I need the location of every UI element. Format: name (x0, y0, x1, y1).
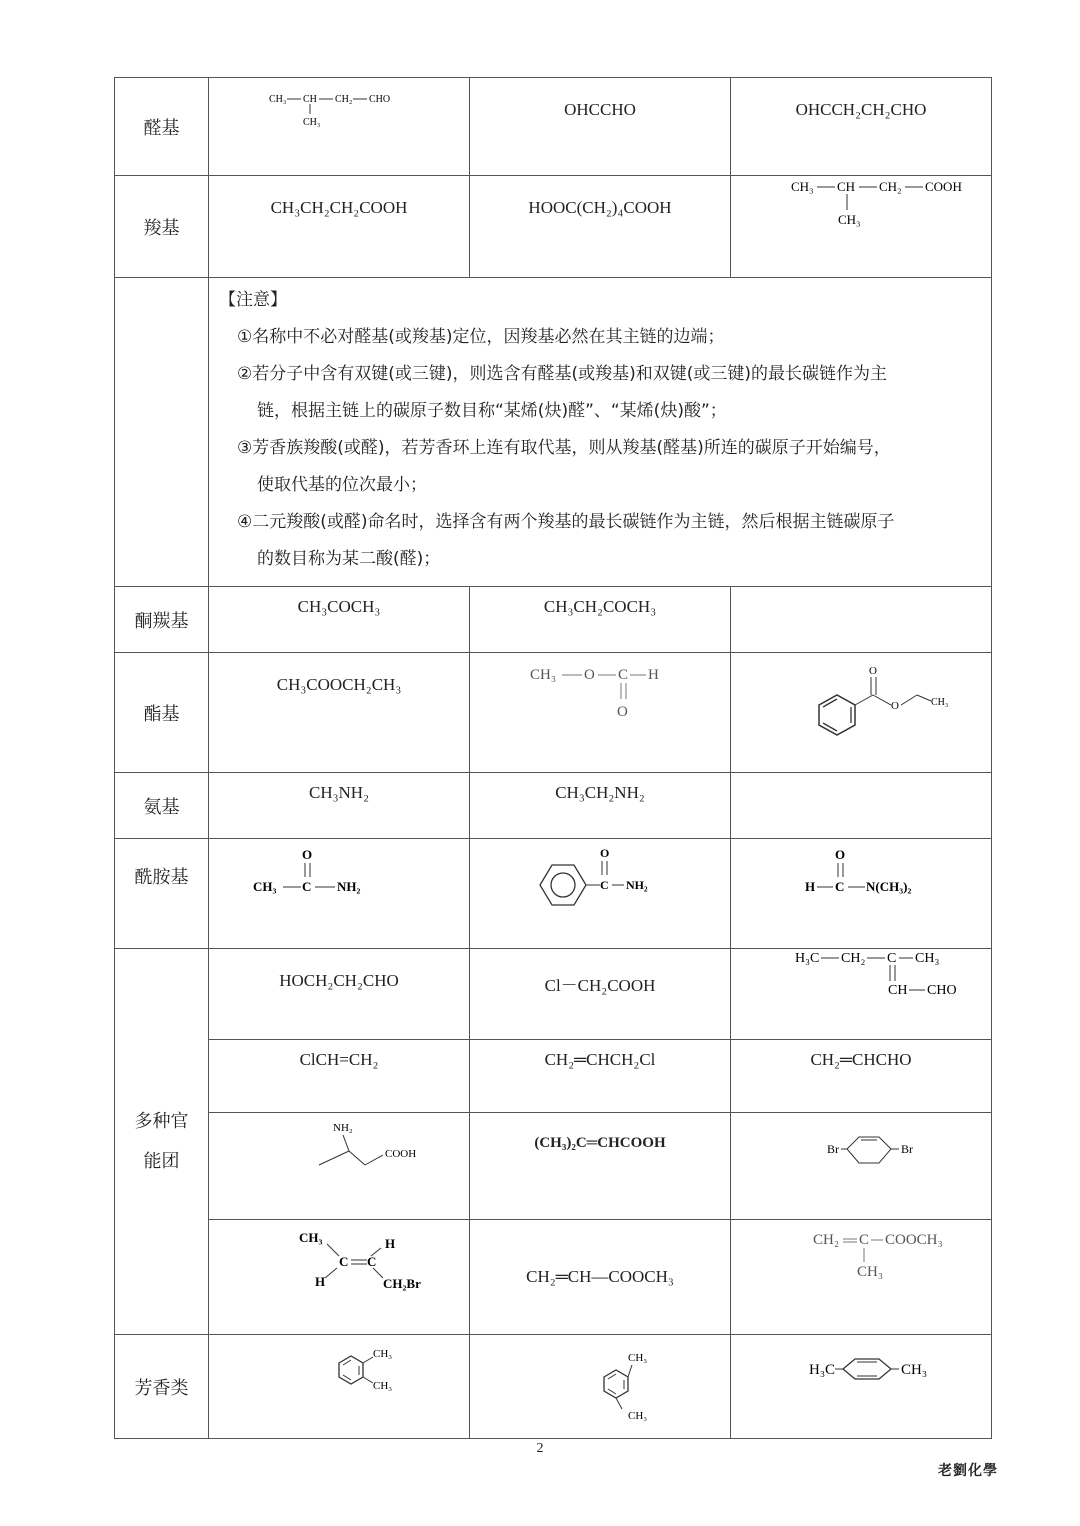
note-item: ③芳香族羧酸(或醛)，若芳香环上连有取代基，则从羧基(醛基)所连的碳原子开始编号， 使取代基的位次最小； (237, 438, 891, 495)
structure-cell (470, 839, 731, 949)
row-label: 酯基 (115, 653, 209, 773)
svg-text:H₃C: H₃C (809, 1362, 836, 1378)
structure-cell (731, 1335, 992, 1439)
structure-p-xylene (761, 1341, 961, 1411)
structure-methyl-methacrylate (751, 1228, 971, 1298)
structure-o-xylene (239, 1339, 439, 1409)
svg-text:CH₃: CH₃ (299, 1230, 323, 1245)
svg-text:CH: CH (303, 94, 317, 105)
structure-cell (731, 653, 992, 773)
structure-cell (209, 1220, 470, 1335)
row-label: 酮羰基 (115, 587, 209, 653)
svg-text:NH₂: NH₂ (333, 1122, 353, 1134)
formula-cell: (CH₃)₂C═CHCOOH (470, 1113, 731, 1220)
row-amino (115, 773, 992, 839)
row-aromatic (115, 1335, 992, 1439)
svg-text:CH₂Br: CH₂Br (383, 1276, 421, 1291)
svg-text:C: C (367, 1254, 377, 1269)
row-label: 多种官 能团 (115, 949, 209, 1335)
svg-text:O: O (617, 704, 628, 720)
structure-cell (209, 78, 470, 176)
svg-text:NH₂: NH₂ (626, 878, 648, 892)
formula-cell: OHCCHO (470, 78, 731, 176)
structure-ethyl-benzoate (771, 657, 951, 757)
svg-text:C: C (600, 878, 609, 892)
svg-text:H: H (315, 1274, 326, 1289)
functional-group-table (114, 77, 992, 1439)
structure-acetamide (239, 843, 439, 913)
svg-text:CH₂: CH₂ (879, 179, 902, 194)
row-label: 氨基 (115, 773, 209, 839)
note-item: ②若分子中含有双键(或三键)，则选含有醛基(或羧基)和双键(或三键)的最长碳链作为主 链，根据主链上的碳原子数目称“某烯(炔)醛”、“某烯(炔)酸”； (237, 364, 888, 421)
svg-text:C: C (618, 667, 629, 683)
svg-text:H: H (385, 1236, 396, 1251)
formula-cell: CH₃CH₂NH₂ (470, 773, 731, 839)
structure-cell (731, 949, 992, 1040)
svg-text:C: C (887, 951, 897, 966)
structure-dibromo-cyclohexene (761, 1117, 961, 1187)
svg-text:O: O (835, 847, 846, 862)
svg-text:COOH: COOH (385, 1148, 417, 1160)
svg-text:CH₃: CH₃ (269, 94, 287, 105)
svg-text:CH₃: CH₃ (915, 951, 940, 966)
formula-cell: CH₃COCH₃ (209, 587, 470, 653)
row-ketone (115, 587, 992, 653)
formula-cell: CH₂═CHCH₂Cl (470, 1040, 731, 1113)
svg-text:CHO: CHO (369, 94, 391, 105)
svg-text:CHO: CHO (927, 983, 957, 998)
row-label: 醛基 (115, 78, 209, 176)
structure-methylbutanoic-acid (751, 176, 971, 246)
formula-cell: Cl－CH₂COOH (470, 949, 731, 1040)
svg-text:CH₃: CH₃ (857, 1264, 884, 1280)
svg-text:COOH: COOH (925, 179, 962, 194)
formula-cell: CH₃COOCH₂CH₃ (209, 653, 470, 773)
svg-text:C: C (835, 879, 845, 894)
row-multi (115, 949, 992, 1040)
structure-benzamide (500, 841, 700, 911)
formula-cell: ClCH=CH₂ (209, 1040, 470, 1113)
structure-cell (731, 1220, 992, 1335)
row-carboxyl (115, 176, 992, 278)
structure-cell (731, 176, 992, 278)
svg-text:CH: CH (837, 179, 856, 194)
svg-text:H: H (648, 667, 659, 683)
formula-cell: CH₃CH₂CH₂COOH (209, 176, 470, 278)
formula-cell: CH₂═CHCHO (731, 1040, 992, 1113)
svg-text:CH₃: CH₃ (253, 879, 277, 894)
row-ester (115, 653, 992, 773)
row-amide (115, 839, 992, 949)
svg-text:CH₃: CH₃ (530, 667, 557, 683)
svg-text:C: C (302, 879, 312, 894)
svg-text:O: O (869, 665, 877, 677)
svg-text:N(CH₃)₂: N(CH₃)₂ (866, 879, 912, 894)
row-label: 芳香类 (115, 1335, 209, 1439)
svg-text:O: O (584, 667, 595, 683)
structure-cell (731, 839, 992, 949)
page-number: 2 (536, 1441, 544, 1456)
formula-cell: OHCCH₂CH₂CHO (731, 78, 992, 176)
svg-text:COOCH₃: COOCH₃ (885, 1232, 943, 1248)
svg-text:CH₃: CH₃ (303, 117, 321, 128)
structure-cell (209, 1113, 470, 1220)
structure-cell (470, 1335, 731, 1439)
structure-methylbutanal (239, 78, 439, 138)
svg-text:CH₂: CH₂ (841, 951, 866, 966)
row-note (115, 278, 992, 587)
svg-text:CH₂: CH₂ (813, 1232, 840, 1248)
note-item: ④二元羧酸(或醛)命名时，选择含有两个羧基的最长碳链作为主链，然后根据主链碳原子 的数目称为某二酸(醛)； (237, 512, 895, 569)
formula-cell: CH₃NH₂ (209, 773, 470, 839)
note-block (209, 278, 992, 587)
formula-cell: HOOC(CH₂)₄COOH (470, 176, 731, 278)
svg-text:CH₃: CH₃ (373, 1348, 393, 1360)
formula-cell: HOCH₂CH₂CHO (209, 949, 470, 1040)
svg-text:O: O (302, 847, 313, 862)
svg-text:CH₃: CH₃ (628, 1352, 648, 1364)
structure-aminobutanoic-acid (239, 1115, 439, 1185)
structure-methyl-formate (500, 661, 700, 741)
structure-dimethylformamide (761, 843, 961, 913)
row-multi (115, 1040, 992, 1113)
svg-text:CH: CH (888, 983, 908, 998)
svg-text:C: C (859, 1232, 870, 1248)
svg-text:Br: Br (827, 1142, 839, 1156)
svg-text:H: H (805, 879, 816, 894)
structure-cell (731, 1113, 992, 1220)
svg-text:CH₃: CH₃ (373, 1380, 393, 1392)
svg-text:C: C (339, 1254, 349, 1269)
row-aldehyde (115, 78, 992, 176)
svg-text:Br: Br (901, 1142, 913, 1156)
structure-cell (209, 1335, 470, 1439)
svg-text:CH₃: CH₃ (901, 1362, 928, 1378)
note-title: 【注意】 (219, 290, 287, 310)
structure-enal (751, 949, 971, 1009)
svg-text:CH₃: CH₃ (838, 212, 861, 227)
structure-cell (209, 839, 470, 949)
svg-text:CH₃: CH₃ (931, 697, 949, 708)
svg-text:CH₃: CH₃ (628, 1410, 648, 1422)
svg-text:H₃C: H₃C (795, 951, 820, 966)
note-item: ①名称中不必对醛基(或羧基)定位，因羧基必然在其主链的边端； (237, 327, 725, 347)
brand-signature: 老劉化學 (938, 1463, 998, 1479)
svg-text:NH₂: NH₂ (337, 879, 361, 894)
row-label: 羧基 (115, 176, 209, 278)
svg-text:O: O (891, 700, 899, 712)
structure-cell (470, 653, 731, 773)
svg-text:CH₂: CH₂ (335, 94, 353, 105)
row-multi (115, 1220, 992, 1335)
row-label: 酰胺基 (115, 839, 209, 949)
svg-text:CH₃: CH₃ (791, 179, 814, 194)
svg-text:O: O (600, 846, 610, 860)
row-multi (115, 1113, 992, 1220)
formula-cell: CH₃CH₂COCH₃ (470, 587, 731, 653)
structure-bromobutene (239, 1226, 439, 1306)
formula-cell: CH₂═CH—COOCH₃ (470, 1220, 731, 1335)
structure-m-xylene (500, 1339, 700, 1429)
